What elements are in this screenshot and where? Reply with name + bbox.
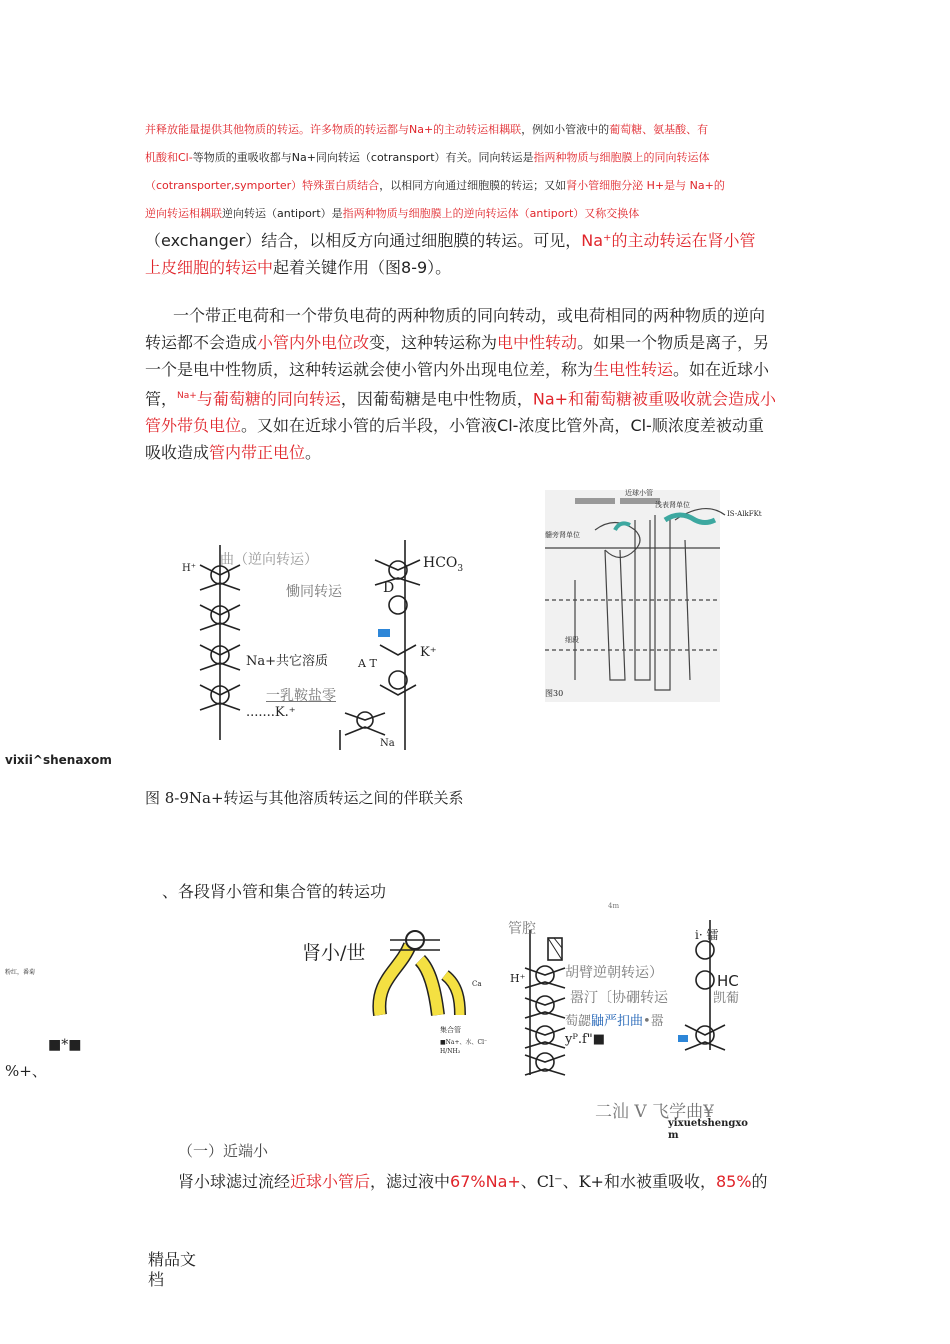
label-tiny-top: 4m <box>608 902 620 910</box>
label-lumen: 管腔 <box>508 921 536 937</box>
para2-line-5: 管外带负电位。又如在近球小管的后半段，小管液Cl-浓度比管外高，Cl-顺浓度差被动重 <box>145 416 764 436</box>
label-sub-3: 髓旁肾单位 <box>545 531 580 539</box>
intro-line-4: 逆向转运相耦联逆向转运（antiport）是指两种物质与细胞膜上的逆向转运体（antiport）又称交换体 <box>145 207 640 220</box>
footer-label: 精品文 档 <box>148 1250 197 1289</box>
intro-line-5: （exchanger）结合，以相反方向通过细胞膜的转运。可见，Na⁺的主动转运在肾小管 <box>145 231 756 250</box>
figure-nephron-image <box>515 490 780 702</box>
paragraph-electroneutral <box>145 302 810 466</box>
label-hc: HC <box>717 972 739 990</box>
label-anti-text: 胡臂逆朝转运） <box>565 965 663 981</box>
label-na-solutes: Na+共它溶质 <box>246 654 329 669</box>
label-hco3: $HCO_3$ <box>423 555 464 574</box>
box-mark: ■*■ <box>48 1037 82 1053</box>
intro-line-2: 机酸和Cl-等物质的重吸收都与Na+同向转运（cotransport）有关。同向转运是指两种物质与细胞膜上的同向转运体 <box>145 151 710 164</box>
para2-line-4: 管，$^{Na+}$与葡萄糖的同向转运，因葡萄糖是电中性物质，Na+和葡萄糖被重吸收就会造成小 <box>145 389 777 409</box>
label-na-bottom: Na <box>380 738 395 749</box>
label-cotransport: 慟同转运 <box>286 584 342 600</box>
label-h-plus-2: H⁺ <box>510 972 526 985</box>
para2-line-6: 吸收造成管内带正电位。 <box>145 443 322 463</box>
label-lactate: 一乳鞍盐零 <box>266 688 336 704</box>
watermark-1: vixii^shenaxom <box>5 753 112 767</box>
label-glucose-text: 凯葡 <box>713 991 740 1006</box>
label-k-dots: .......K.⁺ <box>246 705 296 720</box>
label-h-plus: H⁺ <box>182 563 196 574</box>
label-right-code: IS-AlkFKt <box>727 510 762 518</box>
intro-continuation <box>145 227 810 281</box>
label-at: A T <box>358 657 377 670</box>
intro-line-3: （cotransporter,symporter）特殊蛋白质结合，以相同方向通过细胞膜的转运；又如肾小管细胞分泌 H+是与 Na+的 <box>145 179 725 192</box>
label-sub-4: 细段 <box>565 636 579 644</box>
label-title: 肾小/世 <box>302 942 366 964</box>
label-vpf: yᴾ.f"■ <box>565 1032 606 1047</box>
label-k-plus: K⁺ <box>420 645 437 660</box>
para2-line-3: 一个是电中性物质，这种转运就会使小管内外出现电位差，称为生电性转运。如在近球小 <box>145 360 770 379</box>
label-bottom-text: 萄勰鼬严扣曲•嚣 <box>565 1014 664 1029</box>
figure-tubule-segments <box>290 900 750 1145</box>
label-top-curve: 曲（逆向转运） <box>220 552 318 568</box>
label-co-text: 嚣汀〔协硼转运 <box>570 990 668 1006</box>
label-collect: 集合管 <box>440 1026 461 1034</box>
label-i-mark: i· 镭 <box>695 928 719 942</box>
figure-caption: 图 8-9Na+转运与其他溶质转运之间的伴联关系 <box>145 789 464 807</box>
intro-line-1: 并释放能量提供其他物质的转运。许多物质的转运都与Na+的主动转运相耦联，例如小管液中的葡萄糖、氨基酸、有 <box>145 123 709 136</box>
left-tiny-label: 粉红，番菊 <box>5 969 36 976</box>
intro-paragraph <box>145 116 815 228</box>
label-d-mark: D <box>383 580 395 596</box>
para2-line-2: 转运都不会造成小管内外电位改变，这种转运称为电中性转动。如果一个物质是离子，另 <box>145 333 770 352</box>
label-sub-1: 近球小管 <box>625 489 653 497</box>
intro-line-6: 上皮细胞的转运中起着关键作用（图8-9）。 <box>145 258 452 277</box>
label-fig-num: 图30 <box>545 689 564 698</box>
label-na-small: ■Na+、水、Cl⁻ <box>440 1039 488 1046</box>
figure-transport-diagram <box>180 535 464 755</box>
nephron-svg <box>515 490 780 702</box>
label-sub-2: 浅表肾单位 <box>655 501 690 509</box>
subheading-proximal: （一）近端小 <box>178 1142 269 1160</box>
para2-line-1: 一个带正电荷和一个带负电荷的两种物质的同向转动，或电荷相同的两种物质的逆向 <box>173 306 766 325</box>
label-watermark-2: yixuetshengxo m <box>668 1118 748 1141</box>
section-heading: 、各段肾小管和集合管的转运功 <box>162 882 387 901</box>
label-bottom-sig: 二汕 V 飞学曲¥ <box>595 1102 714 1122</box>
label-ca: Ca <box>472 980 482 988</box>
label-hnh3: H/NH₃ <box>440 1048 461 1055</box>
final-paragraph: 肾小球滤过流经近球小管后，滤过液中67%Na+、Cl⁻、K+和水被重吸收，85%的 <box>178 1172 768 1191</box>
percent-mark: %+、 <box>5 1062 47 1080</box>
